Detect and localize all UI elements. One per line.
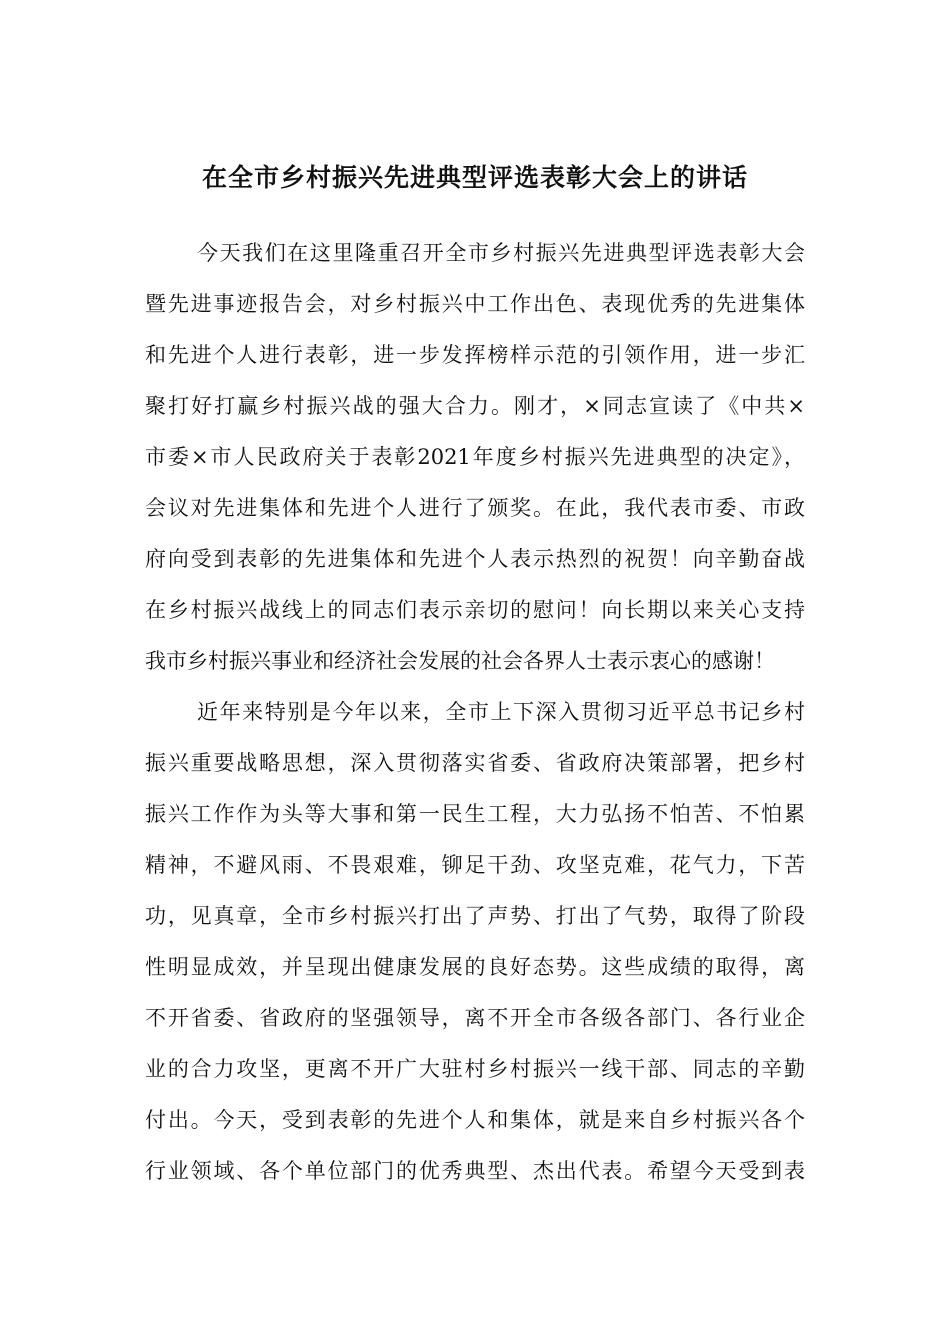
- document-body: [0, 228, 950, 1228]
- paragraph-2-line-10: 行业领域、各个单位部门的优秀典型、杰出代表。希望今天受到表: [145, 1159, 805, 1183]
- paragraph-2-line-9: 付出。今天，受到表彰的先进个人和集体，就是来自乡村振兴各个: [145, 1108, 805, 1132]
- paragraph-2-line-8: 业的合力攻坚，更离不开广大驻村乡村振兴一线干部、同志的辛勤: [145, 1057, 805, 1081]
- paragraph-2-line-4: 精神，不避风雨、不畏艰难，铆足干劲、攻坚克难，花气力，下苦: [145, 853, 805, 877]
- paragraph-2-line-7: 不开省委、省政府的坚强领导，离不开全市各级各部门、各行业企: [145, 1006, 805, 1030]
- paragraph-1-line-7: 府向受到表彰的先进集体和先进个人表示热烈的祝贺！向辛勤奋战: [145, 547, 805, 571]
- paragraph-2-line-5: 功，见真章，全市乡村振兴打出了声势、打出了气势，取得了阶段: [145, 904, 805, 928]
- paragraph-2-line-1: 近年来特别是今年以来，全市上下深入贯彻习近平总书记乡村: [197, 700, 805, 724]
- paragraph-1-line-9: 我市乡村振兴事业和经济社会发展的社会各界人士表示衷心的感谢！: [145, 649, 775, 673]
- paragraph-1-line-8: 在乡村振兴战线上的同志们表示亲切的慰问！向长期以来关心支持: [145, 598, 805, 622]
- paragraph-1-line-5: 市委×市人民政府关于表彰2021年度乡村振兴先进典型的决定》，: [145, 445, 805, 469]
- paragraph-2-line-3: 振兴工作作为头等大事和第一民生工程，大力弘扬不怕苦、不怕累: [145, 802, 805, 826]
- paragraph-1-line-2: 暨先进事迹报告会，对乡村振兴中工作出色、表现优秀的先进集体: [145, 292, 805, 316]
- paragraph-2-line-2: 振兴重要战略思想，深入贯彻落实省委、省政府决策部署，把乡村: [145, 751, 805, 775]
- document-title: 在全市乡村振兴先进典型评选表彰大会上的讲话: [201, 163, 748, 192]
- paragraph-2-line-6: 性明显成效，并呈现出健康发展的良好态势。这些成绩的取得，离: [145, 955, 805, 979]
- paragraph-1-line-4: 聚打好打赢乡村振兴战的强大合力。刚才，×同志宣读了《中共×: [145, 394, 805, 418]
- paragraph-1-line-6: 会议对先进集体和先进个人进行了颁奖。在此，我代表市委、市政: [145, 496, 805, 520]
- paragraph-1-line-1: 今天我们在这里隆重召开全市乡村振兴先进典型评选表彰大会: [197, 241, 805, 265]
- paragraph-1-line-3: 和先进个人进行表彰，进一步发挥榜样示范的引领作用，进一步汇: [145, 343, 805, 367]
